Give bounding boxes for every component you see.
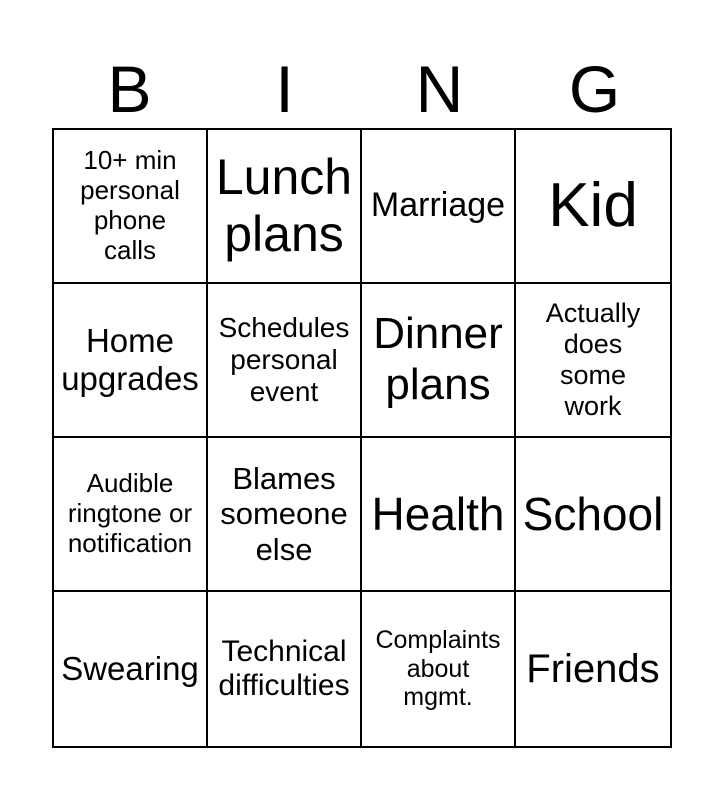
bingo-cell-r2-c1[interactable]: [54, 284, 208, 438]
cell-label: Blames someone else: [220, 460, 348, 567]
bingo-board: [52, 128, 672, 748]
bingo-cell-r4-c4[interactable]: [516, 592, 670, 746]
bingo-cell-r4-c2[interactable]: [208, 592, 362, 746]
cell-label: Kid: [548, 171, 638, 241]
cell-label: Actually does some work: [545, 297, 641, 422]
bingo-cell-r1-c1[interactable]: [54, 130, 208, 284]
header-letter-i: I: [275, 52, 294, 126]
cell-label: School: [522, 487, 664, 540]
bingo-cell-r3-c2[interactable]: [208, 438, 362, 592]
bingo-cell-r4-c1[interactable]: [54, 592, 208, 746]
cell-label: Swearing: [61, 650, 199, 688]
bingo-cell-r1-c4[interactable]: [516, 130, 670, 284]
cell-label: Friends: [526, 647, 660, 691]
bingo-cell-r2-c2[interactable]: [208, 284, 362, 438]
bingo-cell-r2-c4[interactable]: [516, 284, 670, 438]
cell-label: Lunch plans: [215, 148, 353, 262]
bingo-cell-r3-c1[interactable]: [54, 438, 208, 592]
cell-label: Dinner plans: [373, 309, 503, 409]
cell-label: Complaints about mgmt.: [375, 625, 501, 712]
header-letter-n: N: [415, 52, 464, 126]
bingo-cell-r3-c3[interactable]: [362, 438, 516, 592]
cell-label: 10+ min personal phone calls: [80, 145, 180, 265]
bingo-cell-r1-c2[interactable]: [208, 130, 362, 284]
header-letter-g: G: [568, 52, 621, 126]
cell-label: Schedules personal event: [218, 311, 350, 408]
bingo-cell-r2-c3[interactable]: [362, 284, 516, 438]
cell-label: Audible ringtone or notification: [67, 468, 193, 558]
cell-label: Technical difficulties: [218, 634, 350, 702]
cell-label: Marriage: [370, 186, 506, 225]
bingo-cell-r3-c4[interactable]: [516, 438, 670, 592]
bingo-cell-r1-c3[interactable]: [362, 130, 516, 284]
bingo-header: [52, 50, 672, 128]
cell-label: Home upgrades: [61, 322, 199, 397]
header-letter-b: B: [107, 52, 152, 126]
bingo-cell-r4-c3[interactable]: [362, 592, 516, 746]
cell-label: Health: [371, 487, 505, 540]
